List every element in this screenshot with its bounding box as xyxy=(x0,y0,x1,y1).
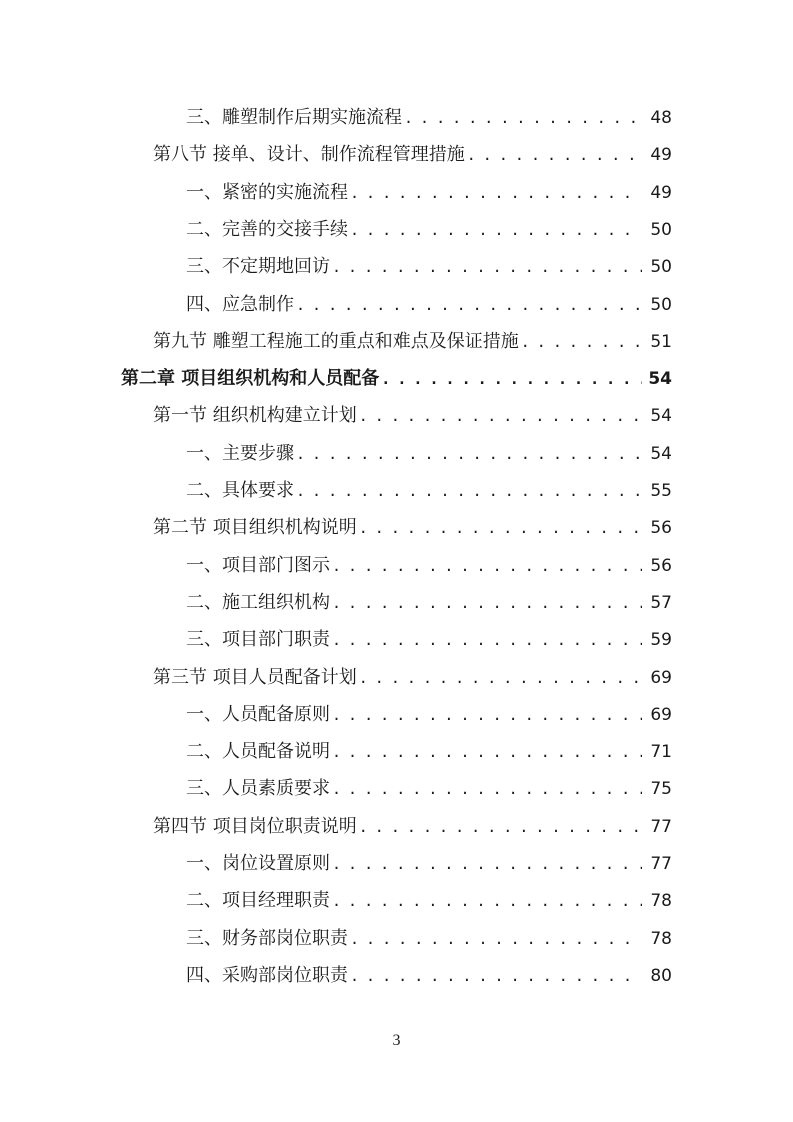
toc-item-entry[interactable] xyxy=(186,251,672,283)
toc-chapter-entry[interactable] xyxy=(121,363,672,395)
toc-entry-page: 54 xyxy=(650,406,672,427)
toc-section-entry[interactable] xyxy=(153,326,672,358)
toc-item-entry[interactable] xyxy=(186,177,672,209)
toc-dot-leader xyxy=(350,177,642,209)
toc-entry-page: 48 xyxy=(650,108,672,128)
page-number: 3 xyxy=(392,1032,401,1049)
toc-dot-leader xyxy=(381,363,642,395)
toc-item-entry[interactable] xyxy=(186,624,672,656)
toc-dot-leader xyxy=(332,848,642,880)
toc-section-entry[interactable] xyxy=(153,400,672,432)
toc-entry-page: 71 xyxy=(650,742,672,763)
toc-item-entry[interactable] xyxy=(186,438,672,470)
toc-dot-leader xyxy=(359,662,642,694)
toc-item-entry[interactable] xyxy=(186,699,672,731)
toc-entry-label: 第四节 项目岗位职责说明 xyxy=(153,815,357,837)
toc-entry-label: 二、人员配备说明 xyxy=(186,741,330,763)
toc-item-entry[interactable] xyxy=(186,848,672,880)
toc-entry-label: 第八节 接单、设计、制作流程管理措施 xyxy=(153,144,465,166)
toc-entry-label: 三、雕塑制作后期实施流程 xyxy=(186,107,402,128)
toc-entry-label: 三、项目部门职责 xyxy=(186,629,330,651)
toc-section-entry[interactable] xyxy=(153,512,672,544)
toc-item-entry[interactable] xyxy=(186,960,672,992)
toc-entry-label: 二、具体要求 xyxy=(186,480,294,501)
toc-entry-page: 50 xyxy=(650,219,672,240)
toc-dot-leader xyxy=(332,773,642,805)
toc-entry-page: 50 xyxy=(650,257,672,278)
toc-entry-page: 77 xyxy=(650,854,672,874)
toc-entry-label: 四、应急制作 xyxy=(186,293,294,315)
toc-entry-page: 59 xyxy=(650,630,672,651)
toc-entry-page: 50 xyxy=(650,294,672,315)
toc-dot-leader xyxy=(332,699,642,731)
toc-item-entry[interactable] xyxy=(186,289,672,321)
toc-entry-page: 51 xyxy=(650,331,672,352)
toc-entry-page: 75 xyxy=(650,779,672,800)
toc-dot-leader xyxy=(332,251,642,283)
toc-entry-page: 49 xyxy=(650,182,672,203)
toc-dot-leader xyxy=(521,326,642,358)
toc-entry-label: 第一节 组织机构建立计划 xyxy=(153,405,357,427)
toc-item-entry[interactable] xyxy=(186,475,672,507)
toc-dot-leader xyxy=(359,400,642,432)
toc-item-entry[interactable] xyxy=(186,773,672,805)
toc-entry-label: 一、岗位设置原则 xyxy=(186,853,330,874)
toc-entry-label: 一、人员配备原则 xyxy=(186,703,330,725)
toc-item-entry[interactable] xyxy=(186,923,672,955)
toc-entry-page: 56 xyxy=(650,555,672,576)
toc-entry-page: 77 xyxy=(650,816,672,837)
toc-entry-label: 第二节 项目组织机构说明 xyxy=(153,517,357,539)
toc-entry-page: 80 xyxy=(650,965,672,986)
toc-entry-page: 55 xyxy=(650,481,672,501)
toc-dot-leader xyxy=(359,811,642,843)
toc-entry-label: 二、项目经理职责 xyxy=(186,890,330,912)
toc-entry-page: 56 xyxy=(650,518,672,539)
toc-dot-leader xyxy=(332,550,642,582)
toc-entry-page: 78 xyxy=(650,891,672,912)
toc-dot-leader xyxy=(350,960,642,992)
toc-entry-label: 第二章 项目组织机构和人员配备 xyxy=(121,368,380,390)
toc-entry-page: 78 xyxy=(650,928,672,949)
toc-entry-page: 69 xyxy=(650,667,672,688)
toc-dot-leader xyxy=(350,214,642,246)
toc-entry-label: 三、不定期地回访 xyxy=(186,256,330,278)
toc-entry-label: 二、完善的交接手续 xyxy=(186,218,348,240)
toc-item-entry[interactable] xyxy=(186,587,672,619)
toc-entry-page: 54 xyxy=(648,369,672,390)
toc-entry-label: 三、财务部岗位职责 xyxy=(186,927,348,949)
toc-entry-label: 第三节 项目人员配备计划 xyxy=(153,666,357,688)
toc-dot-leader xyxy=(332,624,642,656)
toc-item-entry[interactable] xyxy=(186,102,672,134)
toc-entry-label: 一、项目部门图示 xyxy=(186,554,330,576)
toc-dot-leader xyxy=(332,736,642,768)
toc-item-entry[interactable] xyxy=(186,885,672,917)
toc-dot-leader xyxy=(296,289,642,321)
toc-entry-page: 49 xyxy=(650,145,672,166)
toc-item-entry[interactable] xyxy=(186,736,672,768)
toc-dot-leader xyxy=(332,885,642,917)
toc-section-entry[interactable] xyxy=(153,139,672,171)
toc-entry-label: 一、紧密的实施流程 xyxy=(186,181,348,203)
toc-dot-leader xyxy=(332,587,642,619)
toc-dot-leader xyxy=(467,139,642,171)
toc-entry-page: 69 xyxy=(650,704,672,725)
toc-entry-page: 57 xyxy=(650,592,672,613)
toc-item-entry[interactable] xyxy=(186,214,672,246)
toc-dot-leader xyxy=(296,475,642,507)
toc-entry-label: 一、主要步骤 xyxy=(186,442,294,464)
toc-item-entry[interactable] xyxy=(186,550,672,582)
toc-entry-page: 54 xyxy=(650,443,672,464)
toc-entry-label: 第九节 雕塑工程施工的重点和难点及保证措施 xyxy=(153,330,519,352)
toc-dot-leader xyxy=(359,512,642,544)
toc-entry-label: 二、施工组织机构 xyxy=(186,591,330,613)
toc-section-entry[interactable] xyxy=(153,811,672,843)
toc-dot-leader xyxy=(404,102,642,134)
toc-section-entry[interactable] xyxy=(153,662,672,694)
toc-entry-label: 四、采购部岗位职责 xyxy=(186,964,348,986)
toc-entry-label: 三、人员素质要求 xyxy=(186,778,330,800)
toc-dot-leader xyxy=(296,438,642,470)
toc-dot-leader xyxy=(350,923,642,955)
